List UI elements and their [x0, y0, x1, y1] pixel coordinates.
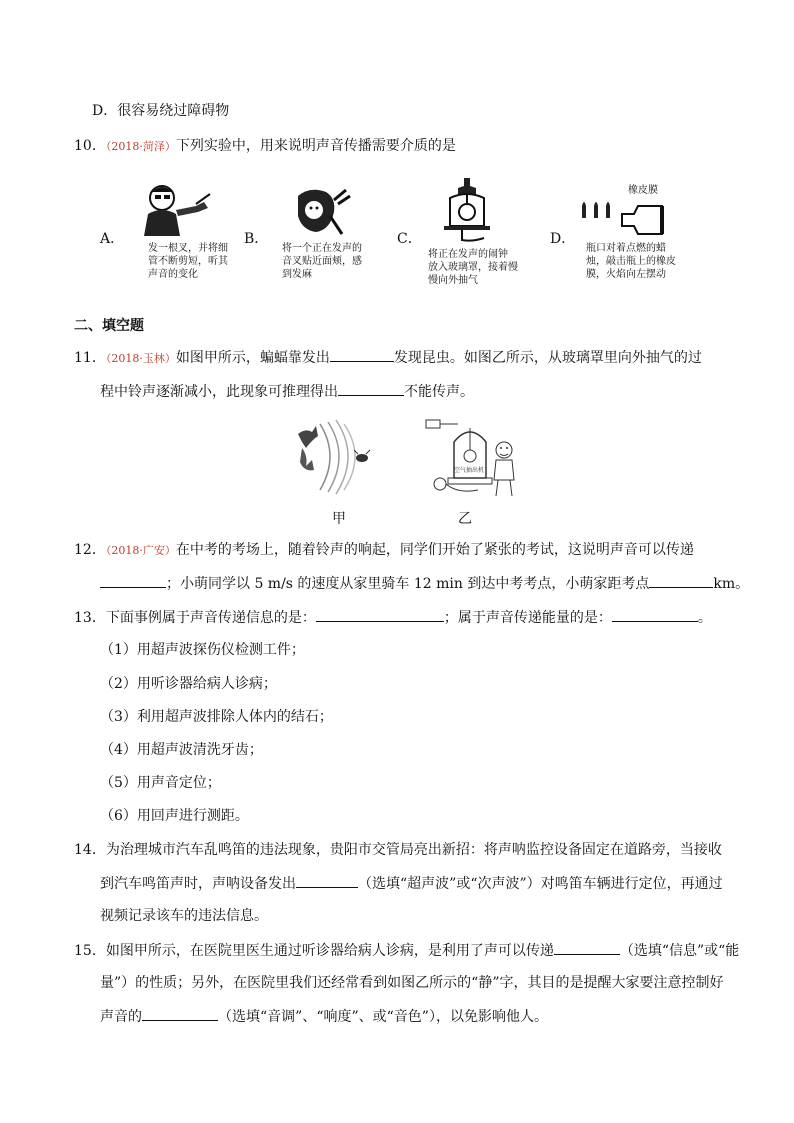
q10-option-a-caption-3: 声音的变化: [148, 269, 198, 280]
q10-option-c-caption-2: 放入玻璃罩，接着慢: [428, 262, 518, 273]
q10-text: 下列实验中，用来说明声音传播需要介质的是: [175, 138, 456, 154]
q11-source: （2018·玉林）: [105, 352, 176, 365]
q14-text-1: 为治理城市汽车乱鸣笛的违法现象，贵阳市交管局亮出新招：将声呐监控设备固定在道路旁，当接收: [105, 842, 722, 858]
q14-text-2b: （选填“超声波”或“次声波”）对鸣笛车辆进行定位，再通过: [358, 876, 723, 892]
q13-item-5: （5）用声音定位；: [100, 775, 221, 791]
q11-line-2: [100, 382, 474, 401]
q11-number: 11．: [74, 350, 106, 366]
q13-blank-2[interactable]: [612, 608, 698, 622]
q10-option-c-caption-3: 慢向外抽气: [428, 275, 478, 286]
q14-line-1: [74, 841, 722, 859]
q12-line-1: [74, 541, 694, 560]
q14-blank-1[interactable]: [296, 874, 358, 888]
q14-line-2: [100, 874, 723, 893]
q11-blank-2[interactable]: [338, 382, 404, 396]
q11-text-1b: 发现昆虫。如图乙所示，从玻璃罩里向外抽气的过: [393, 350, 702, 366]
q13-text-1a: 下面事例属于声音传递信息的是：: [105, 610, 316, 626]
q15-blank-2[interactable]: [142, 1007, 218, 1021]
q12-blank-2[interactable]: [649, 574, 713, 588]
q10-number: 10．: [74, 138, 106, 154]
q10-option-c-caption-1: 将正在发声的闹钟: [428, 249, 508, 260]
q10-option-b-image: [290, 186, 354, 238]
q15-line-1: [74, 941, 739, 960]
q15-text-3b: （选填“音调”、“响度”、或“音色”），以免影响他人。: [218, 1009, 548, 1025]
q15-text-1a: 如图甲所示，在医院里医生通过听诊器给病人诊病，是利用了声可以传递: [105, 943, 554, 959]
section-title: 二、填空题: [74, 318, 144, 334]
q11-text-2b: 不能传声。: [404, 384, 474, 400]
q12-source: （2018·广安）: [105, 544, 176, 557]
q14-line-3: 视频记录该车的违法信息。: [100, 908, 268, 924]
q12-line-2: [100, 574, 749, 593]
q10-option-b-caption-2: 音叉贴近面颊，感: [282, 256, 362, 267]
q10-option-d-caption-1: 瓶口对着点燃的蜡: [586, 243, 666, 254]
q14-number: 14．: [74, 842, 106, 858]
q12-text-2b: km。: [713, 576, 750, 592]
q13-item-2: （2）用听诊器给病人诊病；: [100, 676, 277, 692]
q13-number: 13．: [74, 610, 106, 626]
q10-option-d-membrane-label: 橡皮膜: [628, 185, 658, 196]
q15-line-2: 量”）的性质；另外，在医院里我们还经常看到如图乙所示的“静”字，其目的是提醒大家要注意控制好: [100, 975, 724, 991]
q13-item-4: （4）用超声波清洗牙齿；: [100, 742, 263, 758]
q11-text-2a: 程中铃声逐渐减小，此现象可推理得出: [100, 384, 338, 400]
q11-line-1: [74, 348, 702, 368]
q11-figure-caption-yi: 乙: [458, 511, 472, 527]
q10-option-a-caption-1: 发一根叉，并将细: [148, 243, 228, 254]
q13-line-1: [74, 608, 712, 627]
q11-figure-caption-jia: 甲: [332, 511, 346, 527]
q10-option-c-image: [432, 176, 502, 246]
q13-item-6: （6）用回声进行测距。: [100, 808, 249, 824]
q13-blank-1[interactable]: [316, 608, 444, 622]
q14-text-2a: 到汽车鸣笛声时，声呐设备发出: [100, 876, 296, 892]
q11-figure-bat: [292, 418, 378, 496]
q10-option-c-label: C．: [397, 231, 422, 247]
q10-stem: [74, 137, 456, 156]
q15-blank-1[interactable]: [554, 941, 620, 955]
q12-text-2a: ；小萌同学以 5 m/s 的速度从家里骑车 12 min 到达中考考点，小萌家距考点: [166, 576, 650, 592]
q13-item-1: （1）用超声波探伤仪检测工件；: [100, 642, 305, 658]
q11-blank-1[interactable]: [330, 348, 394, 362]
q13-text-1c: 。: [697, 610, 712, 626]
q10-option-a-caption-2: 管不断剪短，听其: [148, 256, 228, 267]
q10-option-d-label: D．: [550, 231, 576, 247]
q10-option-a-image: [134, 180, 214, 236]
q15-text-3a: 声音的: [100, 1009, 142, 1025]
q10-option-d-caption-2: 烛，敲击瓶上的橡皮: [586, 256, 676, 267]
q10-option-d-caption-3: 膜，火焰向左摆动: [586, 269, 666, 280]
q11-figure-bell-jar: [418, 414, 522, 500]
q15-text-1b: （选填“信息”或“能: [619, 943, 740, 959]
q13-text-1b: ；属于声音传递能量的是：: [443, 610, 612, 626]
q10-option-d-image: [578, 196, 676, 240]
q15-line-3: [100, 1007, 548, 1026]
q10-option-b-caption-3: 到发麻: [282, 269, 312, 280]
q12-number: 12．: [74, 542, 106, 558]
q10-source: （2018·菏泽）: [105, 140, 176, 153]
q10-option-b-caption-1: 将一个正在发声的: [282, 243, 362, 254]
q9-option-d: D．很容易绕过障碍物: [92, 103, 230, 119]
q12-blank-1[interactable]: [100, 574, 166, 588]
q13-item-3: （3）利用超声波排除人体内的结石；: [100, 709, 333, 725]
q12-text-1: 在中考的考场上，随着铃声的响起，同学们开始了紧张的考试，这说明声音可以传递: [175, 542, 694, 558]
q11-text-1a: 如图甲所示，蝙蝠靠发出: [175, 350, 330, 366]
q11-figure-pump-label: 空气抽出机: [454, 467, 485, 474]
q10-option-a-label: A．: [100, 231, 125, 247]
q15-number: 15．: [74, 943, 106, 959]
q10-option-b-label: B．: [244, 231, 269, 247]
